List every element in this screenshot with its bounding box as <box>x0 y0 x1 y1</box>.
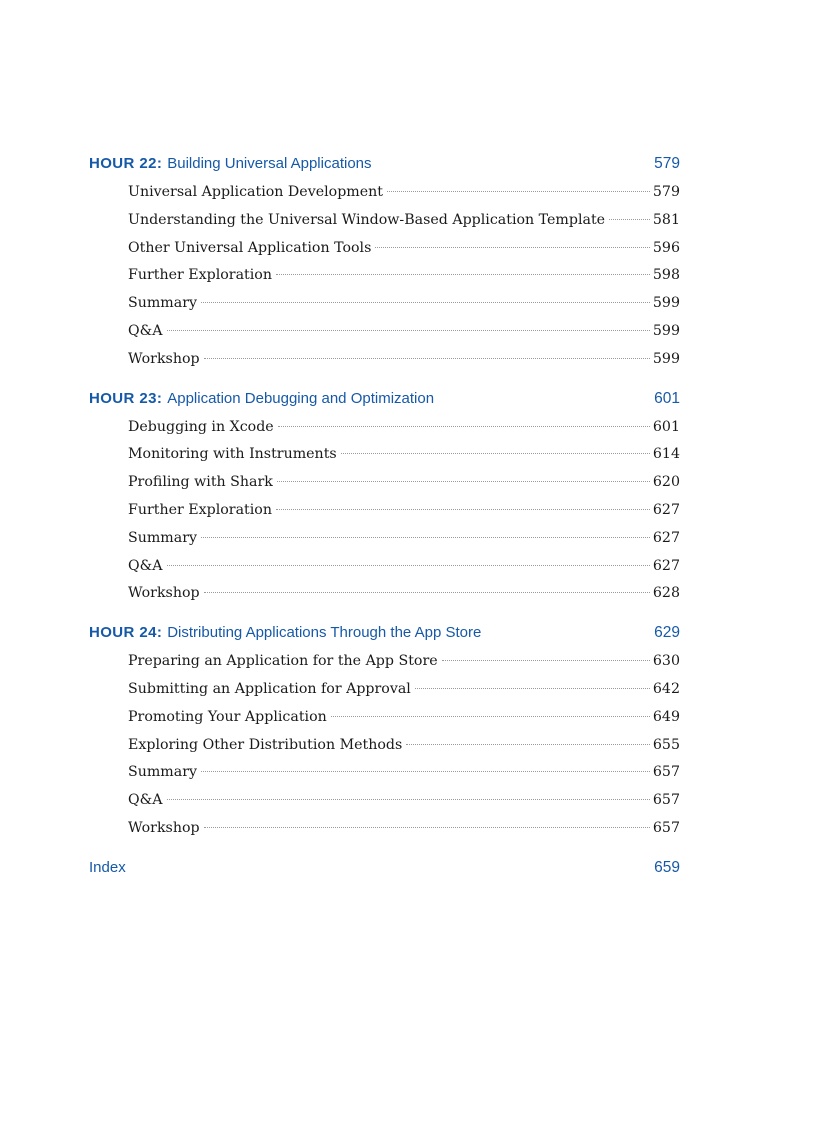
entry-page: 657 <box>652 819 680 836</box>
toc-entry[interactable] <box>89 648 680 676</box>
entry-title: Workshop <box>128 819 200 836</box>
chapter-hour-23 <box>89 386 680 609</box>
entry-page: 614 <box>652 446 680 463</box>
dot-leader <box>201 302 650 303</box>
dot-leader <box>415 688 650 689</box>
entry-page: 630 <box>652 653 680 670</box>
dot-leader <box>201 771 650 772</box>
index-page: 659 <box>654 858 680 876</box>
dot-leader <box>201 537 650 538</box>
chapter-label: HOUR 22: <box>89 155 163 172</box>
chapter-label: HOUR 24: <box>89 624 163 642</box>
dot-leader <box>277 481 650 482</box>
entry-page: 627 <box>652 501 680 518</box>
toc-entry[interactable] <box>89 179 680 207</box>
entry-title: Q&A <box>128 792 163 809</box>
toc-entry[interactable] <box>89 732 680 760</box>
dot-leader <box>609 219 650 220</box>
entry-page: 657 <box>652 792 680 809</box>
table-of-contents <box>89 151 680 893</box>
entry-title: Submitting an Application for Approval <box>128 680 411 697</box>
dot-leader <box>167 565 650 566</box>
toc-entry[interactable] <box>89 207 680 235</box>
toc-entry[interactable] <box>89 676 680 704</box>
dot-leader <box>204 358 650 359</box>
toc-entry[interactable] <box>89 290 680 318</box>
entry-title: Monitoring with Instruments <box>128 446 337 463</box>
chapter-title: Application Debugging and Optimization <box>167 389 435 407</box>
entry-page: 579 <box>652 184 680 200</box>
toc-entry[interactable] <box>89 580 680 608</box>
chapter-title: Building Universal Applications <box>167 155 372 172</box>
toc-entry[interactable] <box>89 497 680 525</box>
toc-entry[interactable] <box>89 759 680 787</box>
entry-title: Promoting Your Application <box>128 708 327 725</box>
toc-entry[interactable] <box>89 704 680 732</box>
chapter-entries <box>89 414 680 609</box>
entry-title: Debugging in Xcode <box>128 418 274 435</box>
entry-page: 601 <box>652 418 680 435</box>
entry-title: Understanding the Universal Window-Based Application Template <box>128 211 606 228</box>
entry-title: Q&A <box>128 557 163 574</box>
chapter-hour-24 <box>89 620 680 843</box>
toc-entry[interactable] <box>89 787 680 815</box>
toc-entry[interactable] <box>89 414 680 442</box>
entry-title: Further Exploration <box>128 267 272 284</box>
chapter-page: 629 <box>654 624 680 642</box>
entry-page: 628 <box>652 585 680 602</box>
toc-entry[interactable] <box>89 553 680 581</box>
entry-page: 627 <box>652 529 680 546</box>
chapter-hour-22 <box>89 151 680 374</box>
dot-leader <box>278 426 650 427</box>
chapter-entries <box>89 179 680 374</box>
entry-page: 599 <box>652 295 680 312</box>
entry-title: Workshop <box>128 350 200 367</box>
dot-leader <box>375 247 650 248</box>
entry-title: Preparing an Application for the App Store <box>128 653 438 670</box>
dot-leader <box>167 330 650 331</box>
entry-page: 657 <box>652 764 680 781</box>
entry-title: Universal Application Development <box>128 184 383 200</box>
entry-page: 599 <box>652 322 680 339</box>
index-heading[interactable] <box>89 855 680 881</box>
entry-page: 649 <box>652 708 680 725</box>
entry-title: Summary <box>128 529 198 546</box>
entry-title: Exploring Other Distribution Methods <box>128 736 403 753</box>
index-section <box>89 855 680 881</box>
entry-title: Other Universal Application Tools <box>128 239 372 256</box>
toc-entry[interactable] <box>89 318 680 346</box>
dot-leader <box>276 274 650 275</box>
entry-page: 581 <box>652 211 680 228</box>
entry-page: 642 <box>652 680 680 697</box>
chapter-entries <box>89 648 680 843</box>
chapter-heading[interactable] <box>89 386 680 412</box>
dot-leader <box>204 827 650 828</box>
toc-entry[interactable] <box>89 525 680 553</box>
entry-title: Summary <box>128 764 198 781</box>
toc-entry[interactable] <box>89 346 680 374</box>
dot-leader <box>442 660 650 661</box>
entry-page: 598 <box>652 267 680 284</box>
entry-page: 596 <box>652 239 680 256</box>
toc-entry[interactable] <box>89 262 680 290</box>
chapter-page: 601 <box>654 389 680 407</box>
toc-entry[interactable] <box>89 441 680 469</box>
index-title: Index <box>89 858 126 876</box>
chapter-title: Distributing Applications Through the App Store <box>167 624 482 642</box>
dot-leader <box>387 191 650 192</box>
chapter-heading[interactable] <box>89 620 680 646</box>
dot-leader <box>341 453 650 454</box>
entry-title: Q&A <box>128 322 163 339</box>
entry-page: 599 <box>652 350 680 367</box>
entry-title: Workshop <box>128 585 200 602</box>
dot-leader <box>167 799 650 800</box>
chapter-label: HOUR 23: <box>89 389 163 407</box>
toc-entry[interactable] <box>89 469 680 497</box>
dot-leader <box>276 509 650 510</box>
dot-leader <box>331 716 650 717</box>
dot-leader <box>406 744 650 745</box>
chapter-page: 579 <box>654 155 680 172</box>
toc-entry[interactable] <box>89 235 680 263</box>
entry-title: Profiling with Shark <box>128 474 273 491</box>
entry-page: 655 <box>652 736 680 753</box>
entry-title: Further Exploration <box>128 501 272 518</box>
entry-page: 620 <box>652 474 680 491</box>
entry-page: 627 <box>652 557 680 574</box>
chapter-heading[interactable] <box>89 151 680 177</box>
toc-entry[interactable] <box>89 815 680 843</box>
dot-leader <box>204 592 650 593</box>
entry-title: Summary <box>128 295 198 312</box>
